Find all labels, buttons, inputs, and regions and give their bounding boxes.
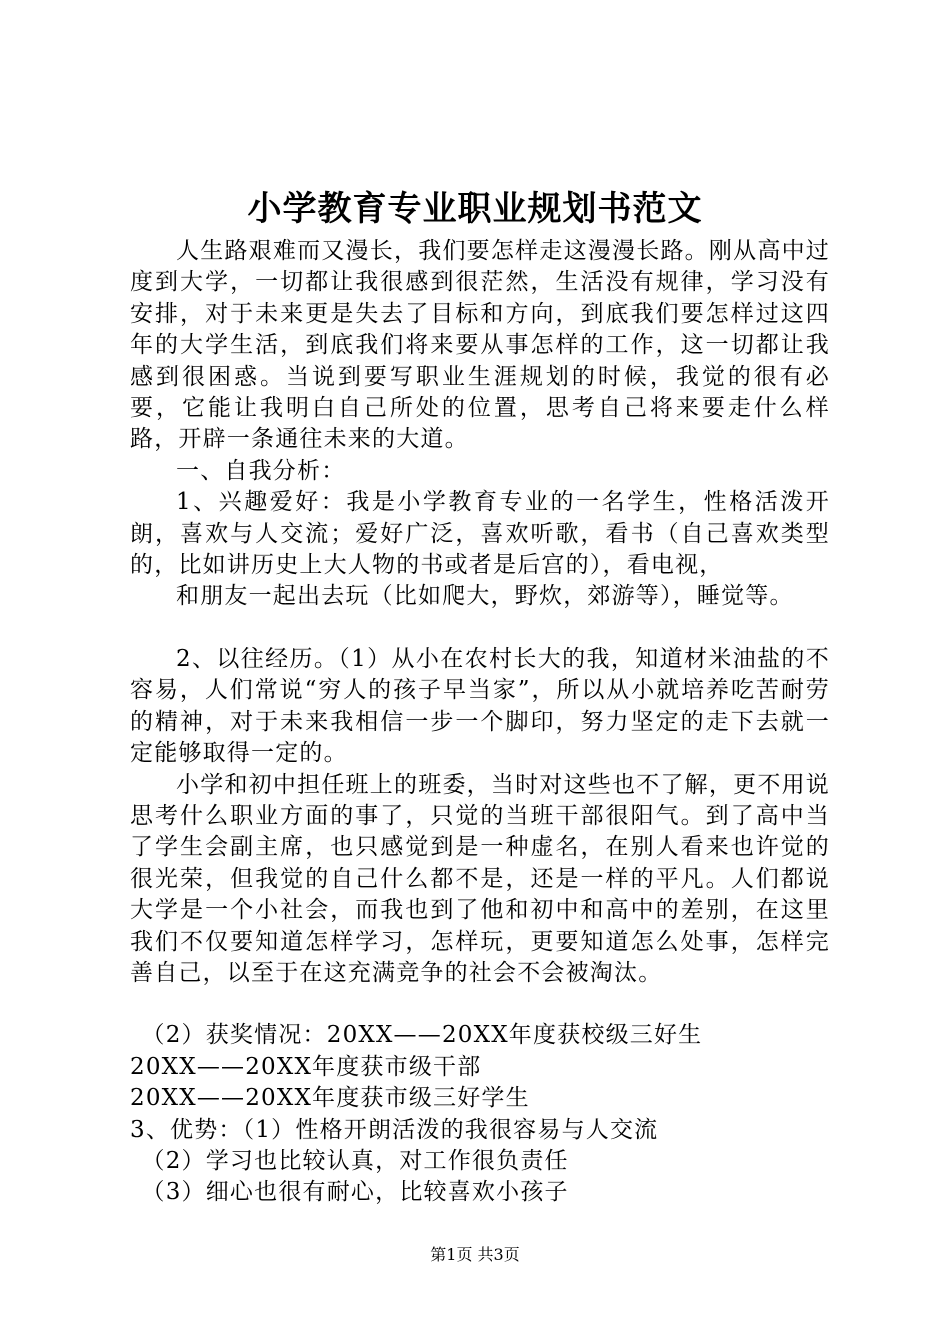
experience-paragraph: 2、以往经历。（1）从小在农村长大的我，知道材米油盐的不容易，人们常说“穷人的孩子早当家”，所以从小就培养吃苦耐劳的精神，对于未来我相信一步一个脚印，努力坚定的走下去就一定能够取得一定的。 — [130, 645, 830, 767]
document-body — [130, 236, 830, 1209]
strength-line-3: （3）细心也很有耐心，比较喜欢小孩子 — [141, 1179, 569, 1206]
school-paragraph: 小学和初中担任班上的班委，当时对这些也不了解，更不用说思考什么职业方面的事了，只觉的当班干部很阳气。到了高中当了学生会副主席，也只感觉到是一种虚名，在别人看来也许觉的很光荣，但我觉的自己什么都不是，还是一样的平凡。人们都说大学是一个小社会，而我也到了他和初中和高中的差别，在这里我们不仅要知道怎样学习，怎样玩，更要知道怎么处事，怎样完善自己，以至于在这充满竞争的社会不会被淘汰。 — [130, 771, 830, 986]
section-heading-self-analysis: 一、自我分析： — [176, 457, 346, 484]
award-line-2: 20XX——20XX年度获市级干部 — [130, 1053, 482, 1080]
document-title: 小学教育专业职业规划书范文 — [247, 189, 703, 229]
page-footer: 第1页 共3页 — [430, 1245, 520, 1264]
paragraph-gap — [130, 613, 830, 644]
strength-line-1: 3、优势：（1）性格开朗活泼的我很容易与人交流 — [130, 1116, 659, 1143]
interest-continuation: 和朋友一起出去玩（比如爬大，野炊，郊游等），睡觉等。 — [176, 583, 794, 610]
award-line-3: 20XX——20XX年度获市级三好学生 — [130, 1085, 530, 1112]
interest-paragraph: 1、兴趣爱好：我是小学教育专业的一名学生，性格活泼开朗，喜欢与人交流；爱好广泛，喜欢听歌，看书（自己喜欢类型的，比如讲历史上大人物的书或者是后宫的），看电视， — [130, 489, 830, 579]
intro-paragraph: 人生路艰难而又漫长，我们要怎样走这漫漫长路。刚从高中过度到大学，一切都让我很感到很茫然，生活没有规律，学习没有安排，对于未来更是失去了目标和方向，到底我们要怎样过这四年的大学生活，到底我们将来要从事怎样的工作，这一切都让我感到很困惑。当说到要写职业生涯规划的时候，我觉的很有必要，它能让我明白自己所处的位置，思考自己将来要走什么样路，开辟一条通往未来的大道。 — [130, 238, 830, 453]
award-line-1: （2）获奖情况：20XX——20XX年度获校级三好生 — [141, 1022, 703, 1049]
paragraph-gap — [130, 989, 830, 1020]
strength-line-2: （2）学习也比较认真，对工作很负责任 — [141, 1147, 569, 1174]
